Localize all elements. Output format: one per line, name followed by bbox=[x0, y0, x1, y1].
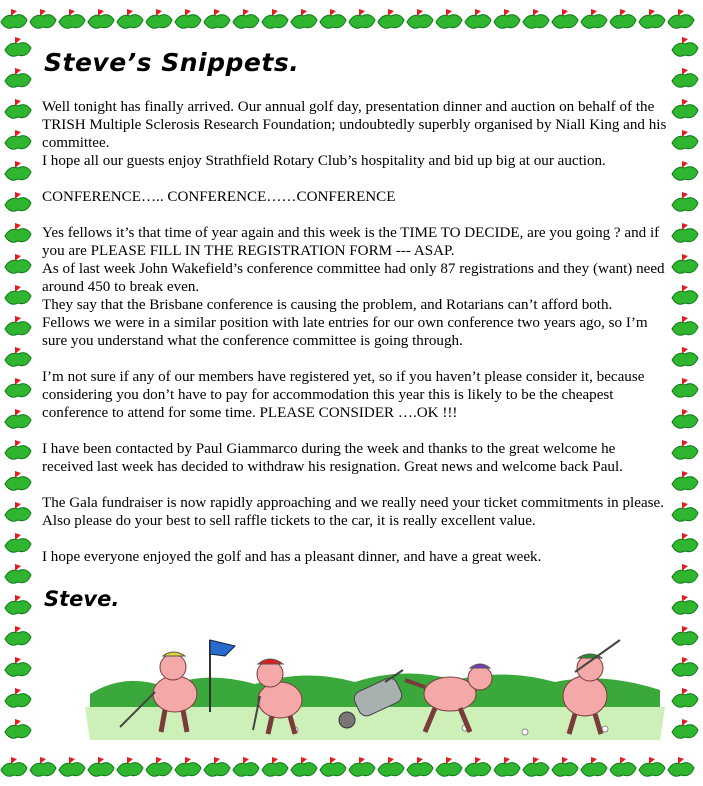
paragraph-closing: I hope everyone enjoyed the golf and has a pleasant dinner, and have a great week. bbox=[42, 549, 542, 565]
paragraph-brisbane: They say that the Brisbane conference is causing the problem, and Rotarians can’t afford both. bbox=[42, 297, 613, 313]
signature: Steve. bbox=[44, 587, 120, 611]
newsletter-title: Steve’s Snippets. bbox=[44, 48, 300, 77]
left-leaf-border bbox=[0, 36, 36, 752]
right-leaf-border bbox=[667, 36, 703, 752]
bottom-leaf-border bbox=[0, 752, 703, 786]
paragraph-gala: The Gala fundraiser is now rapidly approaching and we really need your ticket commitments in please. Also please do your best to sell raffle tickets to the car, it is really excellent value. bbox=[42, 495, 664, 529]
golfing-pigs-illustration bbox=[85, 632, 665, 747]
paragraph-intro: Well tonight has finally arrived. Our annual golf day, presentation dinner and auction on behalf of the TRISH Multiple Sclerosis Research Foundation; undoubtedly superbly organised by Niall King and his committee. bbox=[42, 99, 667, 151]
paragraph-late-entries: Fellows we were in a similar position with late entries for our own conference two years ago, so I’m sure you understand what the conference committee is going through. bbox=[42, 315, 648, 349]
paragraph-guests: I hope all our guests enjoy Strathfield Rotary Club’s hospitality and bid up big at our auction. bbox=[42, 153, 606, 169]
paragraph-conference-heading: CONFERENCE….. CONFERENCE……CONFERENCE bbox=[42, 189, 396, 205]
top-leaf-border bbox=[0, 0, 703, 36]
paragraph-registrations: As of last week John Wakefield’s conference committee had only 87 registrations and they (want) need around 450 to break even. bbox=[42, 261, 665, 295]
paragraph-decide: Yes fellows it’s that time of year again and this week is the TIME TO DECIDE, are you going ? and if you are PLEASE FILL IN THE REGISTRATION FORM --- ASAP. bbox=[42, 225, 660, 259]
paragraph-consider: I’m not sure if any of our members have registered yet, so if you haven’t please consider it, because considering you don’t have to pay for accommodation this year this is likely to be the cheapest conference to attend for some time. PLEASE CONSIDER ….OK !!! bbox=[42, 369, 645, 421]
paragraph-paul: I have been contacted by Paul Giammarco during the week and thanks to the great welcome he received last week has decided to withdraw his resignation. Great news and welcome back Paul. bbox=[42, 441, 623, 475]
article-body bbox=[42, 98, 667, 566]
